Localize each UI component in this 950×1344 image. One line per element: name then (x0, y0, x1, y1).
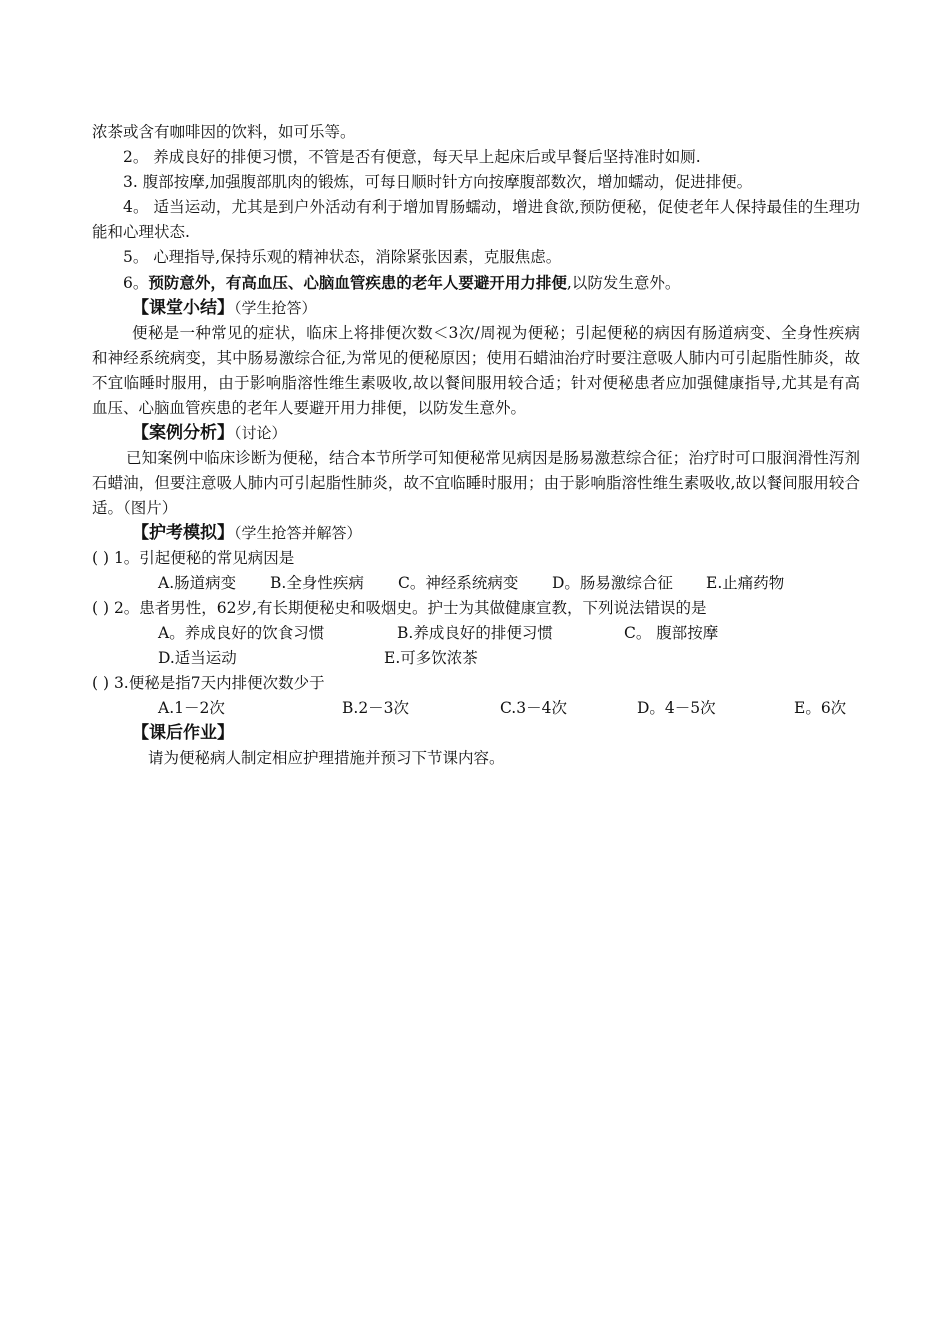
measure-item-2: 2。 养成良好的排便习惯，不管是否有便意，每天早上起床后或早餐后坚持准时如厕. (123, 148, 701, 166)
question-1-option-c: C。神经系统病变 (398, 574, 519, 592)
question-2-stem: ( ) 2。患者男性，62岁,有长期便秘史和吸烟史。护士为其做健康宣教，下列说法错误的是 (92, 599, 707, 617)
measure-item-3: 3. 腹部按摩,加强腹部肌肉的锻炼，可每日顺时针方向按摩腹部数次，增加蠕动，促进排便。 (123, 173, 753, 191)
question-2-options-row-2 (92, 646, 860, 671)
question-3-options (92, 696, 860, 721)
summary-title: 【课堂小结】 (132, 298, 234, 318)
question-2-option-a: A。养成良好的饮食习惯 (158, 624, 325, 642)
measure-item-5: 5。 心理指导,保持乐观的精神状态，消除紧张因素，克服焦虑。 (123, 248, 562, 266)
exam-heading (132, 521, 860, 546)
case-title: 【案例分析】 (132, 423, 234, 443)
summary-text: 便秘是一种常见的症状，临床上将排便次数＜3次/周视为便秘；引起便秘的病因有肠道病变、全身性疾病和神经系统病变，其中肠易激综合征,为常见的便秘原因；使用石蜡油治疗时要注意吸人肺内可引起脂性肺炎，故不宜临睡时服用，由于影响脂溶性维生素吸收,故以餐间服用较合适；针对便秘患者应加强健康指导,尤其是有高血压、心脑血管疾患的老年人要避开用力排便，以防发生意外。 (92, 324, 860, 417)
question-2-option-c: C。 腹部按摩 (624, 624, 719, 642)
question-3-option-d: D。4－5次 (637, 699, 716, 717)
question-1-option-a: A.肠道病变 (158, 574, 237, 592)
exam-note: （学生抢答并解答） (234, 524, 362, 542)
summary-note: （学生抢答） (234, 299, 317, 317)
summary-heading (132, 296, 860, 321)
question-2-option-b: B.养成良好的排便习惯 (397, 624, 553, 642)
exam-title: 【护考模拟】 (132, 523, 234, 543)
question-1-options (92, 571, 860, 596)
question-1-option-e: E.止痛药物 (706, 574, 785, 592)
measure-item-6-number: 6。 (123, 274, 149, 292)
question-2-option-e: E.可多饮浓茶 (384, 649, 478, 667)
question-2-options-row-1 (92, 621, 860, 646)
document-page (92, 120, 860, 771)
homework-text: 请为便秘病人制定相应护理措施并预习下节课内容。 (148, 749, 505, 767)
case-text: 已知案例中临床诊断为便秘，结合本节所学可知便秘常见病因是肠易激惹综合征；治疗时可口服润滑性泻剂石蜡油，但要注意吸人肺内可引起脂性肺炎，故不宜临睡时服用；由于影响脂溶性维生素吸收,故以餐间服用较合适。（图片） (92, 449, 860, 517)
question-3-option-c: C.3－4次 (500, 699, 567, 717)
measure-item-6-emphasis: 预防意外，有高血压、心脑血管疾患的老年人要避开用力排便 (148, 273, 567, 292)
question-1-option-b: B.全身性疾病 (270, 574, 364, 592)
question-3-option-a: A.1－2次 (158, 699, 225, 717)
measures-continued-line: 浓茶或含有咖啡因的饮料，如可乐等。 (92, 123, 356, 141)
question-3-option-b: B.2－3次 (342, 699, 410, 717)
measure-item-4: 4。 适当运动，尤其是到户外活动有利于增加胃肠蠕动，增进食欲,预防便秘，促使老年人保持最佳的生理功能和心理状态. (92, 198, 860, 241)
measure-item-6-suffix: ,以防发生意外。 (566, 274, 681, 292)
homework-heading (132, 721, 860, 746)
question-2-option-d: D.适当运动 (158, 649, 237, 667)
question-1-stem: ( ) 1。引起便秘的常见病因是 (92, 549, 295, 567)
question-3-option-e: E。6次 (794, 699, 847, 717)
case-note: （讨论） (234, 424, 287, 442)
question-3-stem: ( ) 3.便秘是指7天内排便次数少于 (92, 674, 325, 692)
case-heading (132, 421, 860, 446)
homework-title: 【课后作业】 (132, 723, 234, 743)
measure-item-6 (92, 270, 860, 296)
question-1-option-d: D。肠易激综合征 (552, 574, 673, 592)
